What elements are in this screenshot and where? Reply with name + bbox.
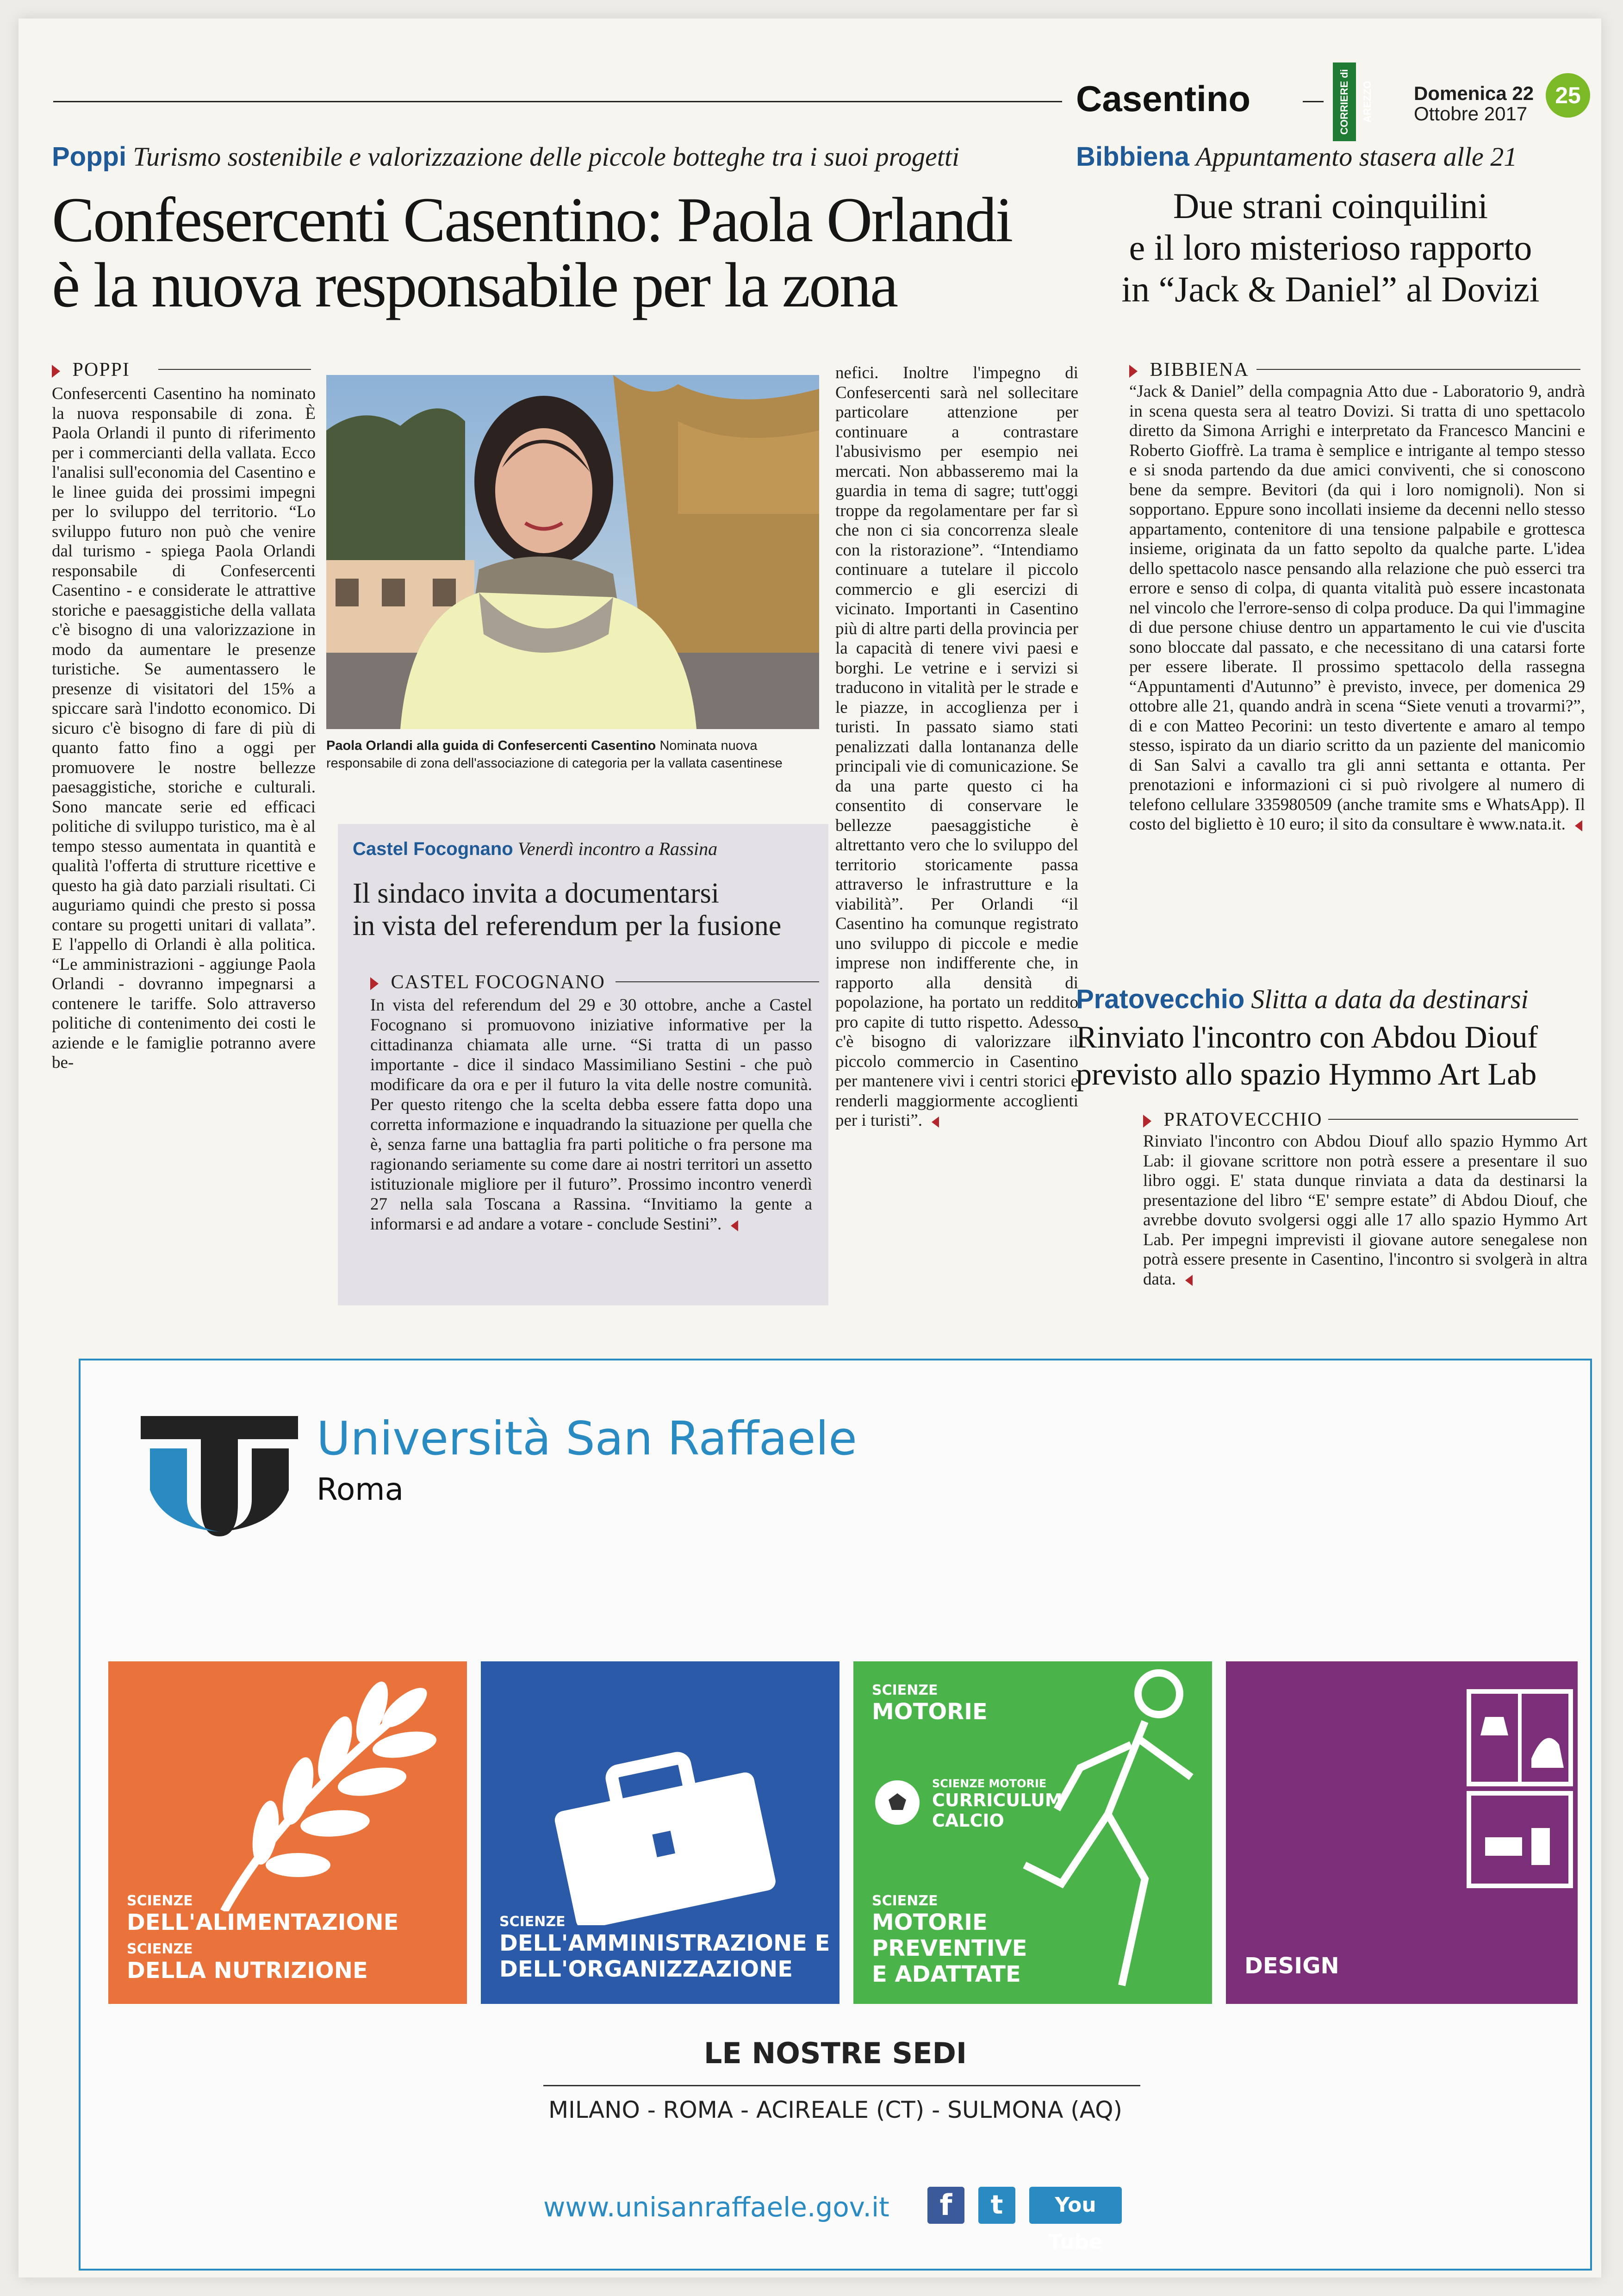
tile-label: CURRICULUM CALCIO bbox=[932, 1790, 1063, 1831]
tile-label: DELL'ALIMENTAZIONE bbox=[127, 1909, 399, 1935]
bibbiena-headline-line3: in “Jack & Daniel” al Dovizi bbox=[1121, 269, 1540, 309]
tile-sport-header bbox=[872, 1682, 988, 1725]
youtube-icon[interactable]: You Tube bbox=[1029, 2187, 1122, 2224]
issue-date bbox=[1414, 83, 1543, 124]
pratovecchio-body-text: Rinviato l'incontro con Abdou Diouf allo spazio Hymmo Art Lab: il giovane scrittore non potrà essere a presentare il suo libro oggi. E' stata dunque rinviata a data da destinarsi la presentazione del libro “E' sempre estate” di Abdou Diouf, che avrebbe dovuto svolgersi oggi alle 17 allo spazio Hymmo Art Lab. Per impegni imprevisti il giovane autore senegalese non potrà essere presente in Casentino, l'incontro si svolgerà in altra data. bbox=[1143, 1132, 1587, 1289]
header-rule-right bbox=[1303, 101, 1324, 102]
main-kicker bbox=[52, 141, 959, 172]
end-of-article-mark bbox=[932, 1117, 939, 1128]
tile-label: MOTORIE PREVENTIVE E ADATTATE bbox=[872, 1909, 1027, 1987]
tile-sport-preventive bbox=[872, 1893, 1048, 1987]
twitter-icon[interactable]: t bbox=[978, 2187, 1015, 2224]
tile-sport-curriculum bbox=[932, 1777, 1071, 1831]
tile-sport-sciences[interactable] bbox=[853, 1661, 1212, 2004]
main-col3 bbox=[835, 363, 1078, 1131]
photo-paola-orlandi bbox=[326, 375, 819, 729]
box-byline-text: CASTEL FOCOGNANO bbox=[391, 972, 605, 993]
tile-nutrition-text bbox=[127, 1893, 398, 1984]
issue-day: Domenica 22 bbox=[1414, 82, 1534, 104]
pratovecchio-byline-text: PRATOVECCHIO bbox=[1163, 1109, 1323, 1130]
bibbiena-headline-line2: e il loro misterioso rapporto bbox=[1129, 227, 1532, 268]
main-byline-text: POPPI bbox=[72, 359, 130, 381]
box-kicker-text: Venerdì incontro a Rassina bbox=[517, 838, 718, 859]
photo-caption bbox=[326, 737, 819, 772]
main-kicker-text: Turismo sostenibile e valorizzazione delle piccole botteghe tra i suoi progetti bbox=[133, 142, 960, 172]
pratovecchio-headline-line2: previsto allo spazio Hymmo Art Lab bbox=[1076, 1056, 1537, 1092]
box-kicker-location: Castel Focognano bbox=[353, 839, 513, 859]
box-body-text: In vista del referendum del 29 e 30 ottobre, anche a Castel Focognano si promuovono iniziative informative per la cittadinanza chiamata alle urne. “Si tratta di un passo importante - dice il sindaco Massimiliano Sestini - che può modificare da ora e per il futuro la vita delle nostre comunità. Per questo ritengo che la scelta debba essere fatta dopo una corretta informazione e inquadrando la situazione per quella che è, senza farne una battaglia fra parti politiche o fra persone ma ragionando seriamente su come dare ai nostri territori un assetto istituzionale migliore per il futuro”. Prossimo incontro venerdì 27 nella sala Toscana a Rassina. “Invitiamo la gente a informarsi e ad andare a votare - conclude Sestini”. bbox=[370, 996, 812, 1234]
main-headline-line1: Confesercenti Casentino: Paola Orlandi bbox=[52, 184, 1012, 255]
bibbiena-headline-line1: Due strani coinquilini bbox=[1173, 186, 1488, 226]
end-of-article-mark bbox=[1575, 820, 1582, 831]
main-col3-text: nefici. Inoltre l'impegno di Confesercenti sarà nel sollecitare particolare attenzione per continuare a contrastare l'abusivismo per esempio nei mercati. Non abbasseremo mai la guardia in tema di sagre; tutt'oggi troppe da regolamentare per far sì che non ci sia concorrenza sleale con la ristorazione”. “Intendiamo continuare a tutelare il piccolo commercio e gli esercizi di vicinato. Importanti in Casentino più di altre parti della provincia per la capacità di tenere vivi paesi e borghi. Le vetrine e i servizi si traducono in vitalità per le strade e le piazze, in accoglienza per i turisti. In passato siamo stati penalizzati dalla lontananza delle principali vie di comunicazione. Se da una parte questo ci ha consentito di conservare le bellezze paesaggistiche è altrettanto vero che lo sviluppo del territorio storicamente passa attraverso le infrastrutture e la viabilità”. Per Orlandi “il Casentino ha comunque registrato uno sviluppo di piccole e medie imprese non indifferente che, in rapporto alla densità di popolazione, ha portato un reddito pro capite di tutto rispetto. Adesso c'è bisogno di valorizzare il piccolo commercio in Casentino per mantenere vivi i centri storici e renderli maggiormente accoglienti per i turisti”. bbox=[835, 363, 1078, 1130]
tile-label-small: SCIENZE bbox=[872, 1682, 938, 1698]
tile-label: MOTORIE bbox=[872, 1699, 988, 1725]
main-headline bbox=[52, 184, 1070, 320]
pratovecchio-headline-line1: Rinviato l'incontro con Abdou Diouf bbox=[1076, 1019, 1538, 1054]
box-headline bbox=[353, 877, 815, 942]
tile-label-small: SCIENZE bbox=[872, 1893, 938, 1909]
tile-label-small: SCIENZE bbox=[127, 1893, 193, 1909]
box-body bbox=[370, 995, 812, 1234]
bibbiena-kicker-location: Bibbiena bbox=[1076, 142, 1189, 172]
header-rule bbox=[53, 101, 1062, 102]
caption-rest: Nominata nuova responsabile di zona dell'associazione di categoria per la vallata casentinese bbox=[326, 738, 783, 771]
bibbiena-kicker bbox=[1076, 141, 1517, 172]
box-kicker bbox=[353, 838, 717, 860]
university-logo-icon bbox=[136, 1407, 303, 1546]
pratovecchio-kicker bbox=[1076, 984, 1529, 1015]
tile-label: DESIGN bbox=[1244, 1953, 1339, 1979]
tile-nutrition[interactable] bbox=[108, 1661, 467, 2004]
tile-design-text bbox=[1244, 1953, 1339, 1979]
tile-design[interactable] bbox=[1226, 1661, 1578, 2004]
box-byline-rule bbox=[616, 981, 819, 982]
main-headline-line2: è la nuova responsabile per la zona bbox=[52, 249, 897, 320]
bibbiena-kicker-text: Appuntamento stasera alle 21 bbox=[1195, 142, 1517, 172]
main-byline bbox=[52, 359, 316, 381]
university-name: Università San Raffaele bbox=[317, 1411, 857, 1466]
pratovecchio-byline-rule bbox=[1328, 1119, 1578, 1120]
pratovecchio-headline bbox=[1076, 1018, 1585, 1092]
bibbiena-body bbox=[1129, 382, 1585, 835]
football-icon bbox=[872, 1777, 923, 1828]
tile-administration[interactable] bbox=[481, 1661, 839, 2004]
box-headline-line1: Il sindaco invita a documentarsi bbox=[353, 878, 719, 909]
briefcase-icon bbox=[541, 1740, 782, 1925]
main-col1: Confesercenti Casentino ha nominato la nuova responsabile di zona. È Paola Orlandi il punto di riferimento per i commercianti della vallata. Ecco l'analisi sull'economia del Casentino e le linee guida dei prossimi impegni per lo sviluppo del territorio. “Lo sviluppo futuro non può che venire dal turismo - spiega Paola Orlandi responsabile di Confesercenti Casentino - e considerate le attrattive storiche e paesaggistiche della vallata c'è bisogno di una valorizzazione in modo da aumentare le presenze turistiche. Se aumentassero le presenze di visitatori del 15% a spiccare sarà l'indotto economico. Di sicuro c'è bisogno di fare di più di quanto fatto fino a oggi per promuovere le nostre bellezze paesaggistiche, storiche e culturali. Sono mancate serie ed efficaci politiche di sviluppo turistico, ma è al tempo stesso aumentata in quantità e qualità l'offerta di strutture ricettive e questo ha già dato parziali risultati. Ci auguriamo quindi che presto si possa contare su progetti unitari di vallata”. E l'appello di Orlandi è alla politica. “Le amministrazioni - aggiunge Paola Orlandi - dovranno impegnarsi a contenere le tariffe. Solo attraverso politiche di contenimento dei costi le aziende e le famiglie potranno avere be- bbox=[52, 384, 316, 1072]
tile-label: DELL'AMMINISTRAZIONE E DELL'ORGANIZZAZIONE bbox=[499, 1930, 830, 1982]
university-advertisement[interactable] bbox=[79, 1359, 1592, 2271]
pratovecchio-byline bbox=[1143, 1109, 1587, 1131]
university-city: Roma bbox=[317, 1472, 404, 1507]
tile-label-small: SCIENZE bbox=[499, 1914, 566, 1930]
sedi-rule bbox=[543, 2085, 1140, 2086]
bibbiena-body-text: “Jack & Daniel” della compagnia Atto due - Laboratorio 9, andrà in scena questa sera al teatro Dovizi. Si tratta di uno spettacolo diretto da Simona Arrighi e interpretato da Francesco Mancini e Roberto Gioffrè. La trama è semplice e intrigante al tempo stesso e si snoda partendo da due amici conviventi, che si conoscono bene da sempre. Bevitori (da qui i loro nomignoli). Non si sopportano. Eppure sono incollati insieme da decenni nello stesso appartamento, contenitore di una tensione palpabile e grottesca insieme, originata da un fatto sepolto da qualche parte. L'idea dello spettacolo nasce pensando alla relazione che può esserci tra errore e senso di colpa, di quanta vitalità può essere incastonata nel vincolo che l'errore-senso di colpa produce. Da qui l'immagine di due persone chiuse dentro un appartamento le cui vie d'uscita sono bloccate dal passato, e che necessitano di una catarsi forte per essere liberate. Il prossimo spettacolo della rassegna “Appuntamenti d'Autunno” è previsto, invece, per domenica 29 ottobre alle 21, quando andrà in scena “Siete venuti a trovarmi?”, di e con Matteo Pecorini: un testo divertente e amaro al tempo stesso, ispirato da un diario scritto da un paziente del manicomio di San Salvi a cavallo tra gli anni settanta e ottanta. Per prenotazioni e informazioni ci si può rivolgere al numero di telefono cellulare 335980509 (anche tramite sms e WhatsApp). Il costo del biglietto è 10 euro; il sito da consultare è www.nata.it. bbox=[1129, 382, 1585, 834]
tile-label-small: SCIENZE MOTORIE bbox=[932, 1777, 1047, 1790]
section-title: Casentino bbox=[1076, 78, 1251, 119]
page-number: 25 bbox=[1546, 73, 1590, 118]
sedi-list: MILANO - ROMA - ACIREALE (CT) - SULMONA (AQ) bbox=[548, 2096, 1122, 2123]
tile-administration-text bbox=[499, 1914, 833, 1982]
end-of-article-mark bbox=[1185, 1275, 1193, 1286]
bibbiena-byline bbox=[1129, 359, 1592, 381]
wheat-icon bbox=[187, 1671, 446, 1911]
main-kicker-location: Poppi bbox=[52, 142, 127, 172]
pratovecchio-kicker-location: Pratovecchio bbox=[1076, 984, 1245, 1014]
caption-bold: Paola Orlandi alla guida di Confesercenti Casentino bbox=[326, 738, 656, 753]
box-headline-line2: in vista del referendum per la fusione bbox=[353, 910, 782, 942]
issue-month-year: Ottobre 2017 bbox=[1414, 103, 1528, 125]
main-byline-rule bbox=[158, 369, 311, 370]
pratovecchio-body bbox=[1143, 1132, 1587, 1289]
bibbiena-byline-rule bbox=[1256, 369, 1580, 370]
university-website-link[interactable]: www.unisanraffaele.gov.it bbox=[543, 2191, 889, 2223]
tile-label-small: SCIENZE bbox=[127, 1941, 193, 1957]
newspaper-page bbox=[19, 19, 1601, 2277]
sedi-title: LE NOSTRE SEDI bbox=[703, 2036, 967, 2070]
pratovecchio-kicker-text: Slitta a data da destinarsi bbox=[1251, 984, 1529, 1014]
box-byline bbox=[370, 971, 824, 993]
castel-focognano-box bbox=[338, 824, 828, 1305]
design-objects-icon bbox=[1467, 1689, 1573, 1888]
newspaper-logo: CORRIERE di AREZZO bbox=[1333, 62, 1356, 141]
bibbiena-headline bbox=[1076, 185, 1585, 310]
end-of-article-mark bbox=[731, 1220, 738, 1231]
bibbiena-byline-text: BIBBIENA bbox=[1150, 359, 1249, 381]
portrait-photo bbox=[326, 375, 819, 729]
tile-label: DELLA NUTRIZIONE bbox=[127, 1958, 368, 1984]
facebook-icon[interactable]: f bbox=[927, 2187, 964, 2224]
